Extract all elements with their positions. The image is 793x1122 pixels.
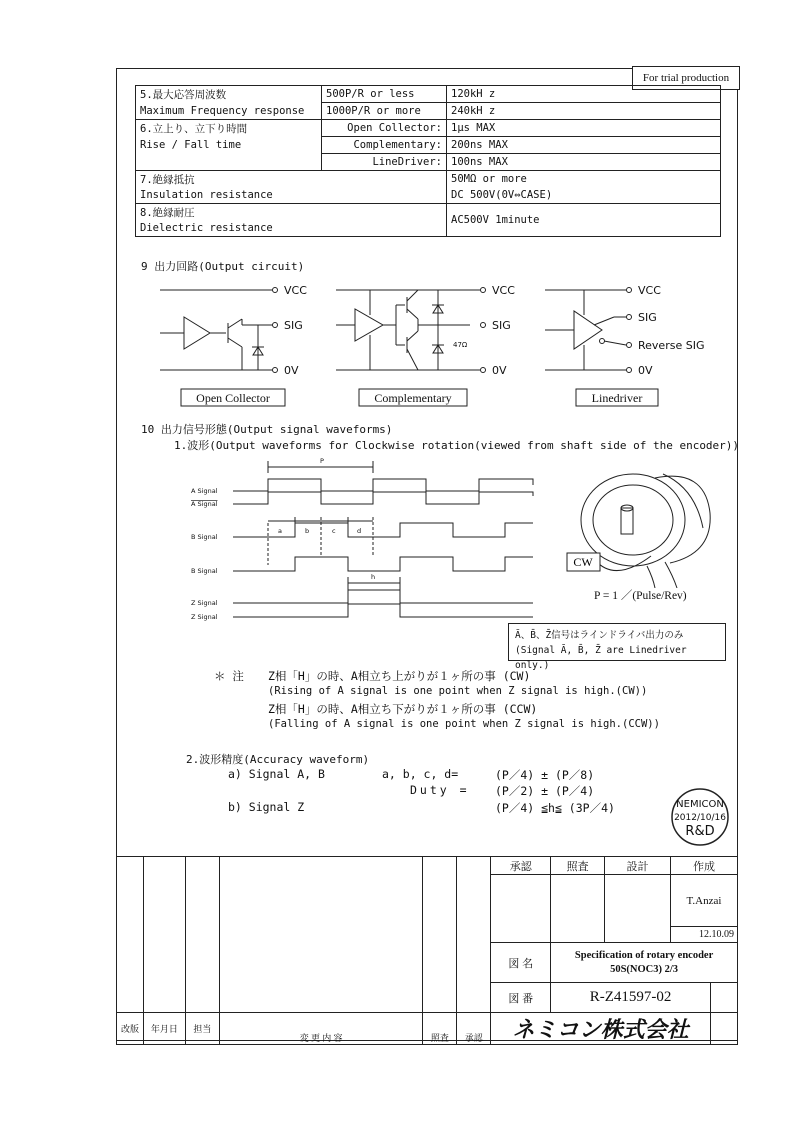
create-header: 作成 <box>670 857 737 875</box>
open-collector-label: Open Collector <box>196 391 270 405</box>
linedriver-label: Linedriver <box>591 391 643 405</box>
freq-val-1: 120kH z <box>447 86 721 103</box>
stamp-line3: R&D <box>685 824 715 839</box>
oc-vcc: VCC <box>284 284 307 297</box>
accuracy-duty-val: (P／2) ± (P／4) <box>495 784 595 798</box>
design-header: 設計 <box>605 857 671 875</box>
circuit-title: 9 出力回路(Output circuit) <box>141 260 305 273</box>
accuracy-a-vars: a, b, c, d= <box>382 767 459 781</box>
rev-col-5: 照査 <box>423 1013 457 1045</box>
rev-col-6: 承認 <box>457 1013 491 1045</box>
title-block <box>116 856 738 1045</box>
oc-sig: SIG <box>284 319 303 332</box>
note-3: Z相「H」の時、A相立ち下がりが１ヶ所の事 (CCW) <box>268 702 538 716</box>
cp-0v: 0V <box>492 364 507 377</box>
drawing-number: R-Z41597-02 <box>551 983 711 1013</box>
ld-0v: 0V <box>638 364 653 377</box>
wave-b-bar: B Signal <box>191 567 218 575</box>
rev-col-2: 年月日 <box>143 1013 185 1045</box>
wave-a: A Signal <box>191 487 218 495</box>
ld-reverse-sig: Reverse SIG <box>638 339 705 352</box>
freq-en: Maximum Frequency response <box>136 103 322 120</box>
ld-sig: SIG <box>638 311 657 324</box>
check-header: 照査 <box>551 857 605 875</box>
stamp-line2: 2012/10/16 <box>674 813 726 823</box>
author: T.Anzai <box>670 875 737 927</box>
signal-waveforms <box>185 455 555 630</box>
wave-c-dim: c <box>332 527 336 535</box>
accuracy-duty-label: Duty = <box>410 783 470 797</box>
ins-en: Insulation resistance <box>136 187 447 204</box>
oc-0v: 0V <box>284 364 299 377</box>
spec-table <box>135 85 721 237</box>
ins-val-1: 50MΩ or more <box>447 171 721 188</box>
wave-b-dim: b <box>305 527 310 535</box>
accuracy-b-label: b) Signal Z <box>228 800 305 814</box>
rise-val-3: 100ns MAX <box>447 154 721 171</box>
wave-h-dim: h <box>371 573 376 581</box>
accuracy-b-val: (P／4) ≦h≦ (3P／4) <box>495 801 615 815</box>
rev-col-3: 担当 <box>185 1013 219 1045</box>
waveform-subtitle: 1.波形(Output waveforms for Clockwise rotation(viewed from shaft side of the encoder)) <box>174 439 740 452</box>
encoder-illustration <box>555 458 725 588</box>
rev-col-1: 改版 <box>117 1013 144 1045</box>
waveform-title: 10 出力信号形態(Output signal waveforms) <box>141 423 393 436</box>
rise-jp: 6.立上り、立下り時間 <box>136 120 322 137</box>
wave-z-bar: Z Signal <box>191 613 218 621</box>
freq-cond-1: 500P/R or less <box>322 86 447 103</box>
rise-cond-1: Open Collector: <box>322 120 447 137</box>
note-star: ＊ 注 <box>214 669 244 683</box>
resistor-label: 47Ω <box>453 341 468 349</box>
linedriver-note-en: (Signal Ā, B̄, Z̄ are Linedriver only.) <box>515 645 687 671</box>
rise-en: Rise / Fall time <box>136 137 322 154</box>
create-date: 12.10.09 <box>670 927 737 943</box>
drawing-name <box>551 943 738 983</box>
cp-vcc: VCC <box>492 284 515 297</box>
freq-cond-2: 1000P/R or more <box>322 103 447 120</box>
complementary-label: Complementary <box>374 391 452 405</box>
nemicon-rd-stamp <box>668 787 732 847</box>
die-val: AC500V 1minute <box>447 204 721 237</box>
wave-z: Z Signal <box>191 599 218 607</box>
cp-sig: SIG <box>492 319 511 332</box>
trial-production-label: For trial production <box>632 66 740 90</box>
wave-d-dim: d <box>357 527 362 535</box>
stamp-line1: NEMICON <box>676 799 724 810</box>
output-circuit-diagrams <box>150 275 730 415</box>
die-en: Dielectric resistance <box>136 220 447 237</box>
rise-cond-3: LineDriver: <box>322 154 447 171</box>
linedriver-note-box <box>508 623 726 671</box>
rise-val-2: 200ns MAX <box>447 137 721 154</box>
rise-empty <box>136 154 322 171</box>
freq-val-2: 240kH z <box>447 103 721 120</box>
drawing-name-label: 図 名 <box>491 943 551 983</box>
rev-col-4: 変 更 内 容 <box>219 1013 423 1045</box>
wave-b: B Signal <box>191 533 218 541</box>
rise-cond-2: Complementary: <box>322 137 447 154</box>
freq-jp: 5.最大応答周波数 <box>136 86 322 103</box>
approve-header: 承認 <box>491 857 551 875</box>
drawing-number-label: 図 番 <box>491 983 551 1013</box>
drawing-name-line2: 50S(NOC3) 2/3 <box>610 963 679 975</box>
wave-a-bar: A Signal <box>191 500 218 508</box>
pulse-rev: P = 1 ／(Pulse/Rev) <box>594 590 687 602</box>
company-logo: ネミコン株式会社 <box>491 1013 711 1045</box>
rise-val-1: 1μs MAX <box>447 120 721 137</box>
note-4: (Falling of A signal is one point when Z signal is high.(CCW)) <box>268 718 660 730</box>
drawing-name-line1: Specification of rotary encoder <box>574 949 714 961</box>
ins-val-2: DC 500V(0V⇔CASE) <box>447 187 721 204</box>
note-2: (Rising of A signal is one point when Z signal is high.(CW)) <box>268 685 648 697</box>
ins-jp: 7.絶縁抵抗 <box>136 171 447 188</box>
cw-label: CW <box>573 555 593 569</box>
accuracy-title: 2.波形精度(Accuracy waveform) <box>186 753 370 766</box>
accuracy-a-val: (P／4) ± (P／8) <box>495 768 595 782</box>
ld-vcc: VCC <box>638 284 661 297</box>
wave-p: P <box>320 457 324 465</box>
die-jp: 8.絶縁耐圧 <box>136 204 447 221</box>
wave-a-dim: a <box>278 527 282 535</box>
accuracy-a-label: a) Signal A, B <box>228 767 325 781</box>
note-1: Z相「H」の時、A相立ち上がりが１ヶ所の事 (CW) <box>268 669 531 683</box>
linedriver-note-jp: Ā、B̄、Z̄信号はラインドライバ出力のみ <box>515 630 684 641</box>
